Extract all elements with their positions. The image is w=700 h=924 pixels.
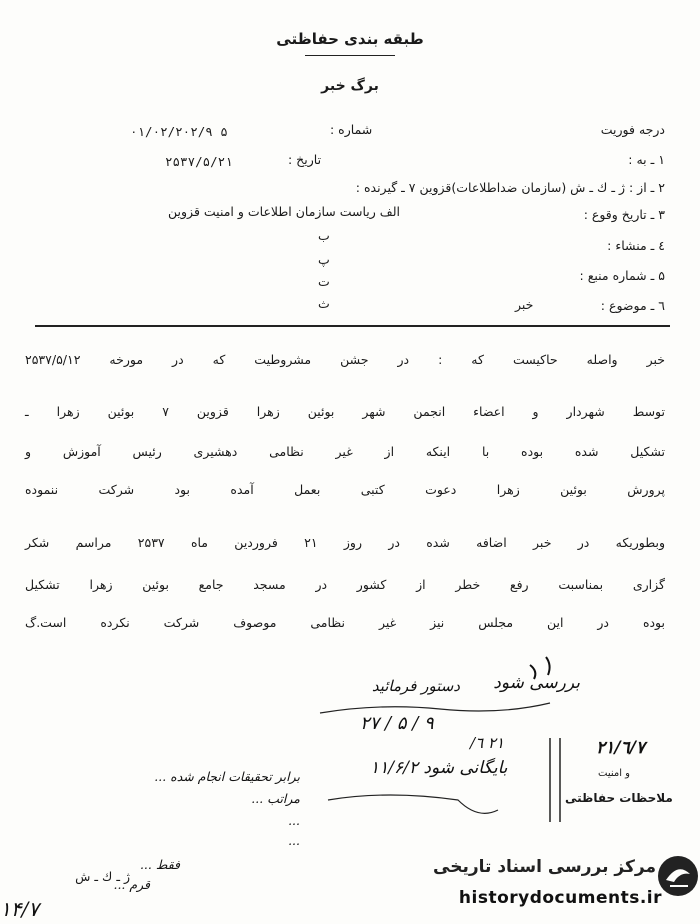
left-note-line1: برابر تحقیقات انجام شده ... xyxy=(154,769,300,784)
field-source-number: ۵ ـ شماره منبع : xyxy=(579,268,665,283)
watermark-url: historydocuments.ir xyxy=(458,888,662,908)
field-from: ۲ ـ از : ژ ـ ك ـ ش (سازمان ضداطلاعات)قزوین ۷ ـ گیرنده : xyxy=(355,180,665,195)
heading-underline xyxy=(305,55,395,56)
classification-heading: طبقه بندی حفاظتی xyxy=(276,30,424,48)
urgency-label: درجه فوریت xyxy=(600,122,665,137)
protective-notes-stamp xyxy=(320,730,690,840)
stamp-top-date: ۲۱/٦/۷ xyxy=(596,738,645,758)
recipient-p: پ xyxy=(318,252,330,267)
archive-logo-icon xyxy=(656,854,700,898)
subject-value: خبر xyxy=(515,297,534,312)
number-label: شماره : xyxy=(330,122,373,137)
field-date-of-event: ۳ ـ تاریخ وقوع : xyxy=(583,207,665,222)
handwritten-note-line1: بررسی شود xyxy=(493,673,580,693)
recipient-th: ث xyxy=(318,296,330,311)
page-number: ۱۴/۷ xyxy=(0,897,39,921)
stamp-notes-label: ملاحظات حفاظتی xyxy=(565,791,673,805)
left-note-line6: قرم ... xyxy=(113,877,150,892)
recipient-a: الف ریاست سازمان اطلاعات و امنیت قزوین xyxy=(168,204,400,219)
stamp-security-label: و امنیت xyxy=(598,768,630,779)
field-subject: ٦ ـ موضوع : xyxy=(600,298,665,313)
body-line-2: توسط شهردار و اعضاء انجمن شهر بوئین زهرا قزوین ۷ بوئین زهرا ـ xyxy=(25,404,665,419)
date-value: ۲۵۳۷/۵/۲۱ xyxy=(165,154,233,169)
handwritten-note-line2: دستور فرمائید xyxy=(371,677,460,695)
field-to: ۱ ـ به : xyxy=(628,152,665,167)
left-note-line3: ... xyxy=(288,813,300,828)
handwritten-annotation xyxy=(300,655,580,735)
left-note-line5: فقط ... xyxy=(139,857,180,872)
archive-watermark xyxy=(415,852,700,924)
recipient-t: ت xyxy=(318,274,330,289)
body-line-6: گزاری بمناسبت رفع خطر از کشور در مسجد جامع بوئین زهرا تشکیل xyxy=(25,577,665,592)
body-line-3: تشکیل شده بوده با اینکه از غیر نظامی دهشیری رئیس آموزش و xyxy=(25,444,665,459)
watermark-name: مرکز بررسی اسناد تاریخی xyxy=(433,857,656,877)
document-title: برگ خبر xyxy=(321,78,379,94)
handwritten-date: ۲۷ / ۵ / ۹ xyxy=(360,713,434,734)
body-line-5: وبطوریکه در خبر اضافه شده در روز ۲۱ فروردین ماه ۲۵۳۷ مراسم شکر xyxy=(25,535,665,550)
left-note-signoff: ژ ـ ك ـ ش xyxy=(75,869,130,884)
stamp-handwriting: بایگانی شود ۱۱/۶/۲ xyxy=(370,758,508,778)
handwriting-strokes xyxy=(300,655,580,735)
field-origin: ٤ ـ منشاء : xyxy=(607,238,665,253)
stamp-handwriting-top: /٦ ۲۱ xyxy=(470,734,505,752)
left-note-line2: مراتب ... xyxy=(251,791,300,806)
date-label: تاریخ : xyxy=(288,152,322,167)
number-value: ۰۱/۰۲/۲۰۲/۹ ۵ xyxy=(130,124,228,139)
header-divider xyxy=(35,325,670,327)
recipient-b: ب xyxy=(318,228,330,243)
body-line-7: بوده در این مجلس نیز غیر نظامی موصوف شرکت نکرده است.گ xyxy=(25,615,665,630)
body-line-1: خبر واصله حاکیست که : در جشن مشروطیت که در مورخه ۲۵۳۷/۵/۱۲ xyxy=(25,352,665,367)
left-note-line4: ... xyxy=(288,833,300,848)
body-line-4: پرورش بوئین زهرا دعوت کتبی بعمل آمده بود شرکت ننموده xyxy=(25,482,665,497)
